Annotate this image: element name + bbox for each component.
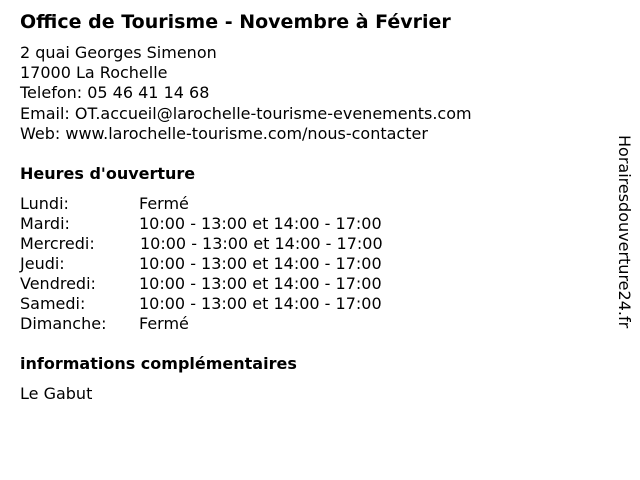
hours-row-mardi [20,214,440,234]
address-phone: Telefon: 05 46 41 14 68 [20,83,210,103]
hours-row-samedi [20,294,440,314]
hours-heading: Heures d'ouverture [20,164,196,183]
hours-time: Fermé [139,194,189,213]
hours-row-vendredi [20,274,440,294]
hours-time: 10:00 - 13:00 et 14:00 - 17:00 [139,254,382,273]
hours-row-lundi [20,194,440,214]
hours-time: 10:00 - 13:00 et 14:00 - 17:00 [140,234,383,253]
site-watermark: Horairesdouverture24.fr [615,135,634,329]
hours-row-dimanche [20,314,440,334]
page-title: Office de Tourisme - Novembre à Février [20,11,451,33]
hours-time: 10:00 - 13:00 et 14:00 - 17:00 [139,274,382,293]
hours-time: 10:00 - 13:00 et 14:00 - 17:00 [139,294,382,313]
address-city: 17000 La Rochelle [20,63,168,83]
hours-day: Dimanche: [20,314,107,333]
hours-day: Samedi: [20,294,86,313]
hours-table [20,194,440,334]
address-block [20,43,472,144]
hours-day: Mercredi: [20,234,95,253]
hours-day: Vendredi: [20,274,96,293]
hours-row-mercredi [20,234,440,254]
address-street: 2 quai Georges Simenon [20,43,217,62]
address-web: Web: www.larochelle-tourisme.com/nous-contacter [20,123,428,143]
hours-day: Mardi: [20,214,70,233]
hours-time: Fermé [139,314,189,333]
info-text: Le Gabut [20,384,93,403]
hours-row-jeudi [20,254,440,274]
hours-day: Jeudi: [20,254,65,273]
hours-time: 10:00 - 13:00 et 14:00 - 17:00 [139,214,382,233]
address-email: Email: OT.accueil@larochelle-tourisme-evenements.com [20,103,472,123]
info-heading: informations complémentaires [20,354,297,373]
hours-day: Lundi: [20,194,69,213]
